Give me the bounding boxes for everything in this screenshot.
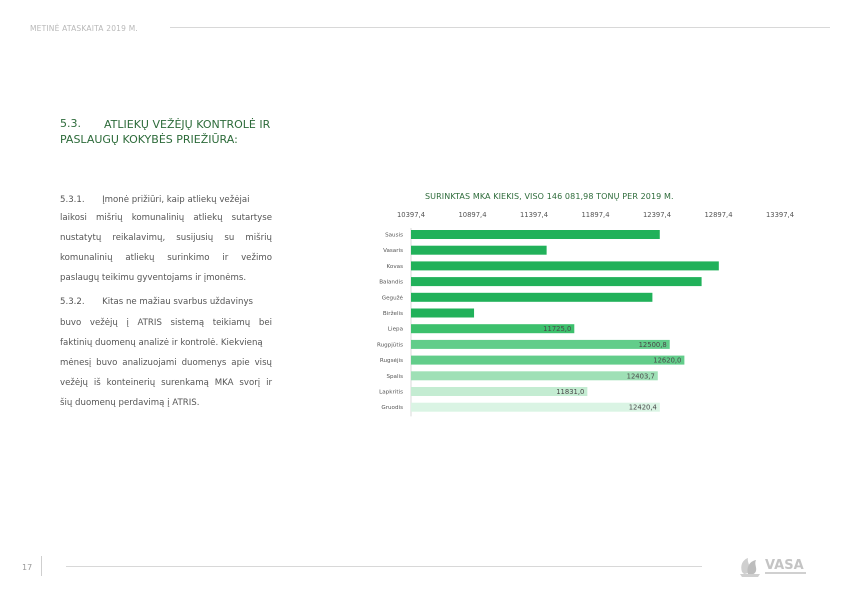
section-number: 5.3. [60, 117, 81, 130]
paragraph-2-lead: Kitas ne mažiau svarbus uždavinys [102, 297, 254, 307]
section-title-line2: PASLAUGŲ KOKYBĖS PRIEŽIŪRA: [60, 133, 238, 146]
x-tick-label: 10397,4 [396, 211, 426, 219]
category-label: Gegužė [381, 295, 403, 302]
logo-text: VASA [765, 558, 804, 573]
x-tick-label: 13397,4 [765, 211, 795, 219]
vasa-logo [738, 552, 808, 578]
category-label: Kovas [386, 263, 403, 270]
paragraph-2-number: 5.3.2. [60, 297, 85, 307]
bar [411, 246, 547, 255]
paragraph-2-line: šių duomenų perdavimą į ATRIS. [60, 398, 200, 408]
paragraph-2-line: faktinių duomenų analizė ir kontrolė. Kiekvieną [60, 338, 263, 348]
bar-value-label: 12620,0 [653, 356, 682, 365]
x-tick-label: 11397,4 [519, 211, 549, 219]
paragraph-1-lead: Įmonė prižiūri, kaip atliekų vežėjai [102, 195, 250, 205]
paragraph-2-line: vežėjų iš konteinerių surenkamą MKA svorį ir [60, 378, 272, 388]
bar [411, 403, 660, 412]
category-label: Spalis [386, 373, 403, 380]
category-label: Liepa [387, 326, 403, 333]
bar [411, 261, 719, 270]
section-title-line1: ATLIEKŲ VEŽĖJŲ KONTROLĖ IR [104, 118, 271, 131]
bar [411, 371, 658, 380]
vasa-leaf-icon [738, 552, 808, 578]
page-number: 17 [22, 563, 33, 572]
category-label: Balandis [379, 279, 403, 286]
bar-value-label: 11831,0 [556, 388, 585, 396]
paragraph-2-line: mėnesį buvo analizuojami duomenys apie visų [60, 358, 272, 368]
category-label: Gruodis [381, 405, 403, 412]
paragraph-1-line: nustatytų reikalavimų, susijusių su mišrių [60, 233, 272, 243]
bar [411, 356, 684, 365]
x-tick-label: 11897,4 [581, 211, 610, 219]
category-label: Rugsėjis [379, 358, 403, 365]
paragraph-1-line: laikosi mišrių komunalinių atliekų sutartyse [60, 213, 272, 223]
category-label: Birželis [382, 311, 403, 317]
footer-separator [41, 556, 42, 576]
bar [411, 309, 474, 318]
x-tick-label: 12897,4 [704, 211, 733, 219]
bar-value-label: 12500,8 [638, 340, 667, 349]
paragraph-1-line: paslaugų teikimu gyventojams ir įmonėms. [60, 273, 247, 283]
paragraph-2-line: buvo vežėjų į ATRIS sistemą teikiamų bei [60, 318, 272, 328]
footer-divider [66, 566, 702, 567]
category-label: Rugpjūtis [376, 342, 403, 349]
bar [411, 230, 660, 239]
report-title: METINĖ ATASKAITA 2019 M. [30, 24, 138, 33]
bar-value-label: 12420,4 [628, 403, 657, 412]
x-tick-label: 12397,4 [642, 211, 672, 219]
category-label: Vasaris [383, 248, 403, 255]
bar-value-label: 11725,0 [543, 325, 572, 334]
bar [411, 340, 670, 349]
category-label: Lapkritis [379, 389, 403, 396]
category-label: Sausis [385, 232, 403, 239]
paragraph-1-line: komunalinių atliekų surinkimo ir vežimo [60, 253, 272, 263]
bar [411, 277, 702, 286]
paragraph-1-number: 5.3.1. [60, 195, 85, 205]
bar-value-label: 12403,7 [626, 372, 655, 381]
chart-title: SURINKTAS MKA KIEKIS, VISO 146 081,98 TONŲ PER 2019 M. [425, 192, 674, 201]
x-tick-label: 10897,4 [458, 211, 487, 219]
bar [411, 293, 652, 302]
